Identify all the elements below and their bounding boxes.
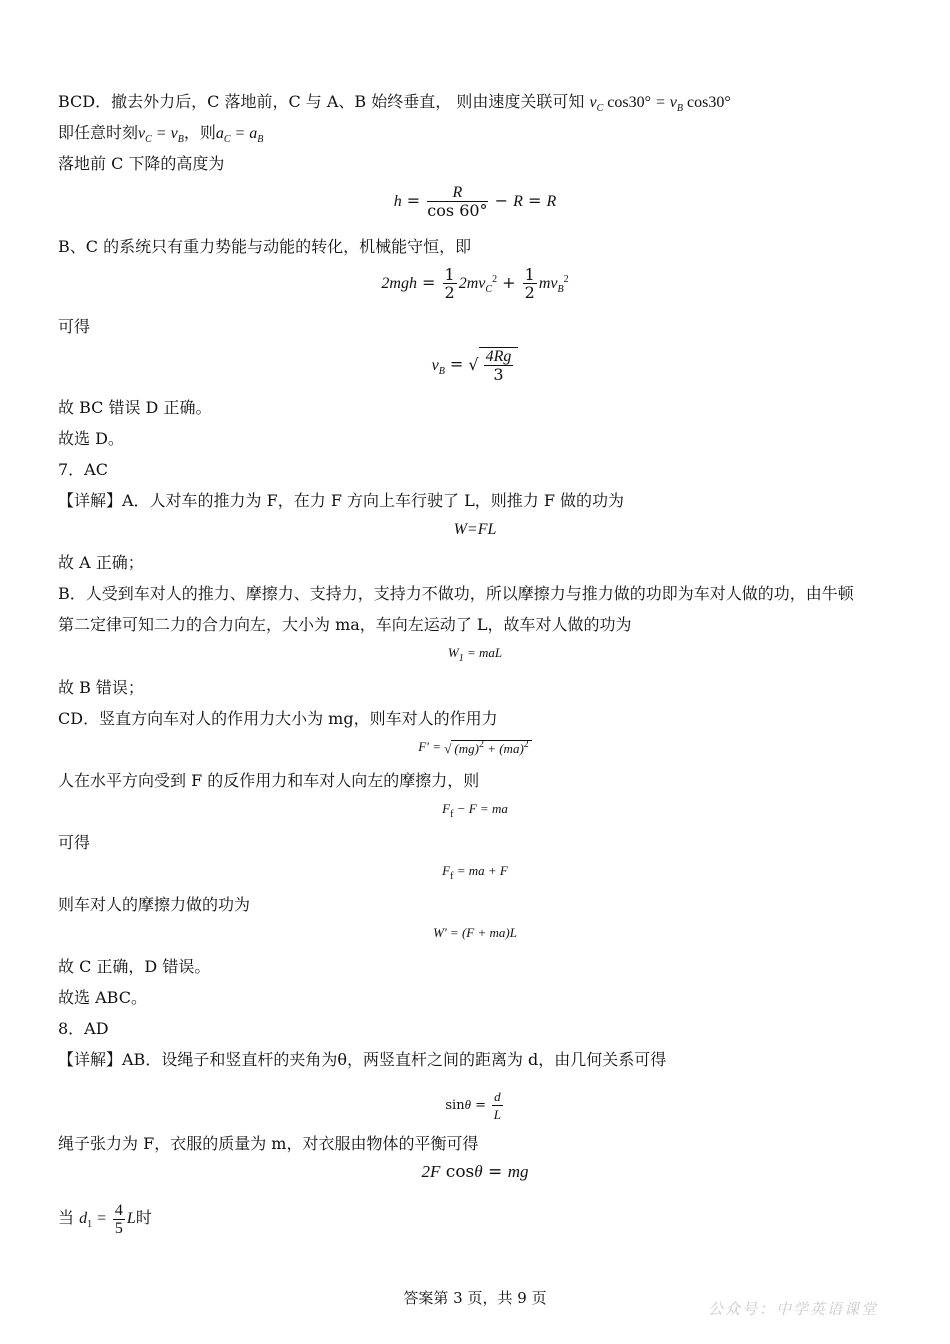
text-line: 人在水平方向受到 F 的反作用力和车对人向左的摩擦力，则 <box>58 771 480 790</box>
equation-work: W=FL <box>453 521 497 538</box>
text-line: CD．竖直方向车对人的作用力大小为 mg，则车对人的作用力 <box>58 709 498 728</box>
question-number-7: 7．AC <box>58 460 108 479</box>
equation-w-prime: W' = (F + ma)L <box>433 925 517 940</box>
text-line: 第二定律可知二力的合力向左，大小为 ma，车向左运动了 L，故车对人做的功为 <box>58 615 632 634</box>
text-line: 绳子张力为 F，衣服的质量为 m，对衣服由物体的平衡可得 <box>58 1134 479 1153</box>
watermark: 公众号：中学英语课堂 <box>708 1300 879 1318</box>
text-line: 故选 ABC。 <box>58 988 147 1007</box>
text-line: 落地前 C 下降的高度为 <box>58 154 225 173</box>
text-line: 当 $d_1$ = $\frac{4}{5}$ L时 <box>58 1202 152 1237</box>
text-line: 故 A 正确； <box>58 553 144 572</box>
equation-velocity-relation: $v_C$ $\cos 30^\circ = v_B$ cos30° <box>589 94 731 114</box>
equation-f-prime: F′ = √ (mg)$^2$ + (ma)$^2$ <box>0 739 950 757</box>
equation-friction-2: $F_f$ = ma + F <box>442 863 508 882</box>
page-footer: 答案第 3 页，共 9 页 <box>403 1289 547 1307</box>
text-line: 则车对人的摩擦力做的功为 <box>58 895 251 914</box>
equation-d1: $d_1$ = $\frac{4}{5}$ L <box>79 1202 136 1237</box>
equation-ac-ab: $a_C = a_B$ <box>215 125 264 145</box>
text-line: 可得 <box>58 317 91 336</box>
question-number-8: 8．AD <box>58 1019 109 1038</box>
equation-sin: sinθ = $\frac{d}{L}$ <box>445 1089 501 1122</box>
equation-friction-1: $F_f - F$ = ma <box>442 801 508 820</box>
text-line: 故 B 错误； <box>58 678 144 697</box>
text-line: 【详解】A．人对车的推力为 F，在力 F 方向上车行驶了 L，则推力 F 做的功为 <box>58 491 625 510</box>
text-line: 故 C 正确，D 错误。 <box>58 957 211 976</box>
equation-w1: $W_1$ = maL <box>447 645 503 664</box>
text-line: 可得 <box>58 833 91 852</box>
equation-energy: 2mgh = $\frac{1}{2}$ $2mv_C^2$ + $\frac{1}{2}$ $mv_B^2$ <box>381 265 569 302</box>
text-line: 即任意时刻$v_C = v_B$，则$a_C = a_B$ <box>58 123 264 145</box>
text-line: 【详解】AB．设绳子和竖直杆的夹角为θ，两竖直杆之间的距离为 d，由几何关系可得 <box>58 1050 667 1069</box>
equation-balance: 2F cosθ = mg <box>421 1162 529 1182</box>
text-line: B．人受到车对人的推力、摩擦力、支持力，支持力不做功，所以摩擦力与推力做的功即为车对人做的功，由牛顿 <box>58 584 854 603</box>
text-line: 故选 D。 <box>58 429 124 448</box>
equation-height: h = $\frac{R}{\cos 60^\circ}$ − R = R <box>393 184 557 220</box>
equation-vb: $v_B$ = √ $\frac{4Rg}{3}$ <box>0 347 950 383</box>
text-line: 故 BC 错误 D 正确。 <box>58 398 212 417</box>
text-line: B、C 的系统只有重力势能与动能的转化，机械能守恒，即 <box>58 237 472 256</box>
equation-vc-vb: $v_C = v_B$ <box>138 125 184 145</box>
text-line: BCD．撤去外力后，C 落地前，C 与 A、B 始终垂直， 则由速度关联可知 $v_C$ $\cos 30^\circ = v_B$ cos30° <box>58 92 731 114</box>
